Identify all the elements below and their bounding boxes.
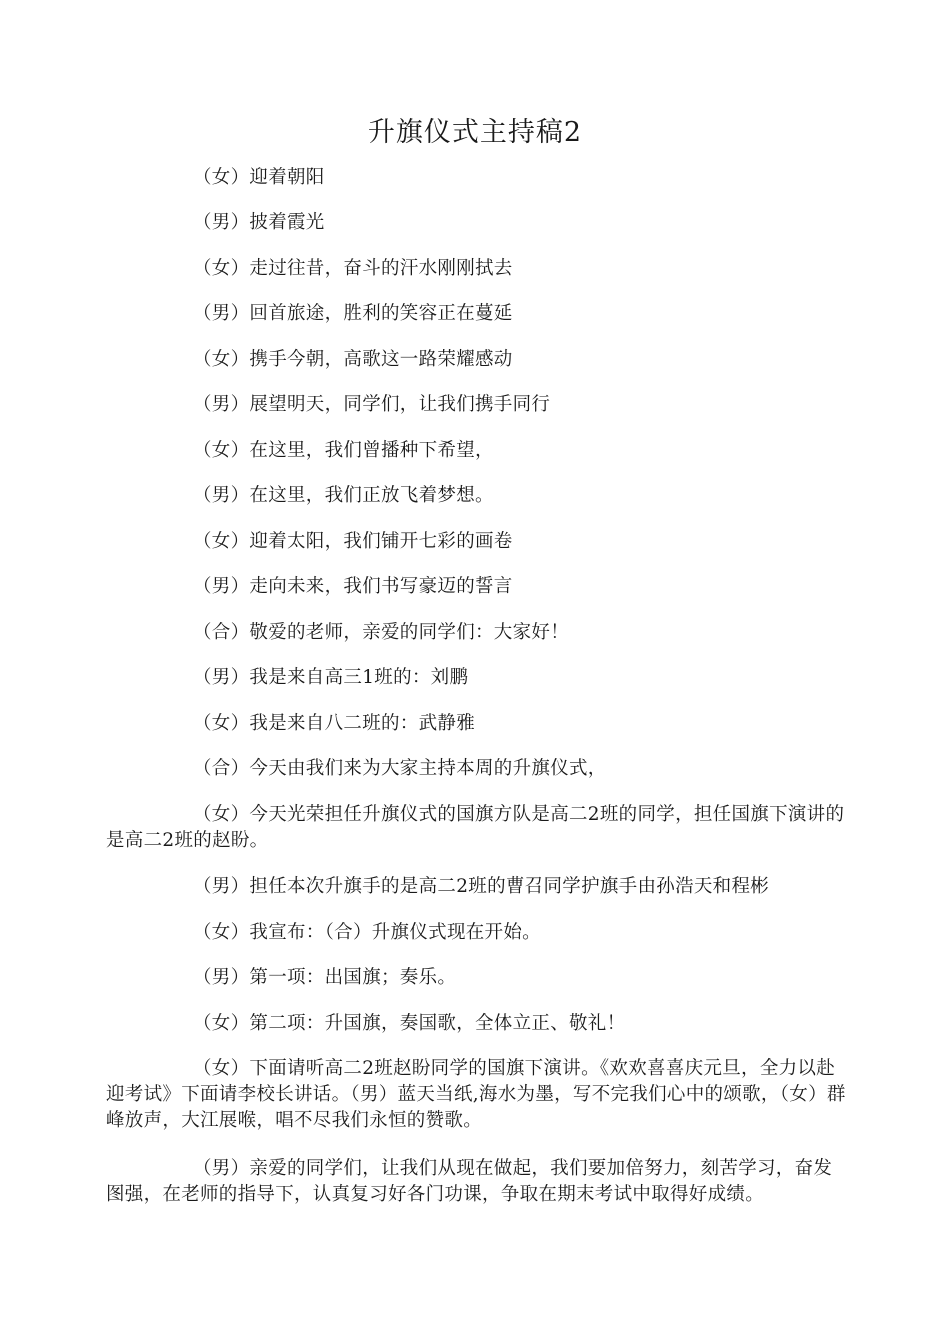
- dialogue-line: （男）我是来自高三1班的：刘鹏: [193, 667, 469, 688]
- dialogue-line: （女）我宣布：（合）升旗仪式现在开始。: [193, 922, 541, 943]
- paragraph-speech: （女）下面请听高二2班赵盼同学的国旗下演讲。《欢欢喜喜庆元旦，全力以赴迎考试》下面请李校长讲话。（男）蓝天当纸,海水为墨，写不完我们心中的颂歌，（女）群峰放声，大江展喉，唱不尽我们永恒的赞歌。: [106, 1058, 846, 1131]
- dialogue-line: （女）迎着太阳，我们铺开七彩的画卷: [193, 531, 513, 552]
- paragraph-closing: （男）亲爱的同学们，让我们从现在做起，我们要加倍努力，刻苦学习，奋发图强，在老师的指导下，认真复习好各门功课，争取在期末考试中取得好成绩。: [106, 1158, 833, 1205]
- dialogue-line: （合）今天由我们来为大家主持本周的升旗仪式，: [193, 758, 607, 779]
- paragraph-flag-team: （女）今天光荣担任升旗仪式的国旗方队是高二2班的同学，担任国旗下演讲的是高二2班的赵盼。: [106, 804, 845, 851]
- dialogue-line: （合）敬爱的老师，亲爱的同学们：大家好！: [193, 622, 570, 643]
- dialogue-line: （男）回首旅途，胜利的笑容正在蔓延: [193, 303, 513, 324]
- dialogue-line: （女）迎着朝阳: [193, 167, 325, 188]
- dialogue-line: （女）走过往昔，奋斗的汗水刚刚拭去: [193, 258, 513, 279]
- document-title: 升旗仪式主持稿2: [367, 117, 583, 148]
- dialogue-line: （女）我是来自八二班的：武静雅: [193, 713, 476, 734]
- dialogue-line: （男）展望明天，同学们，让我们携手同行: [193, 394, 551, 415]
- dialogue-line: （男）担任本次升旗手的是高二2班的曹召同学护旗手由孙浩天和程彬: [193, 876, 770, 897]
- dialogue-line: （女）第二项：升国旗，奏国歌，全体立正、敬礼！: [193, 1013, 626, 1034]
- dialogue-line: （男）第一项：出国旗；奏乐。: [193, 967, 457, 988]
- dialogue-line: （男）披着霞光: [193, 212, 325, 233]
- dialogue-line: （女）携手今朝，高歌这一路荣耀感动: [193, 349, 513, 370]
- dialogue-line: （男）走向未来，我们书写豪迈的誓言: [193, 576, 513, 597]
- dialogue-line: （女）在这里，我们曾播种下希望，: [193, 440, 494, 461]
- dialogue-line: （男）在这里，我们正放飞着梦想。: [193, 485, 494, 506]
